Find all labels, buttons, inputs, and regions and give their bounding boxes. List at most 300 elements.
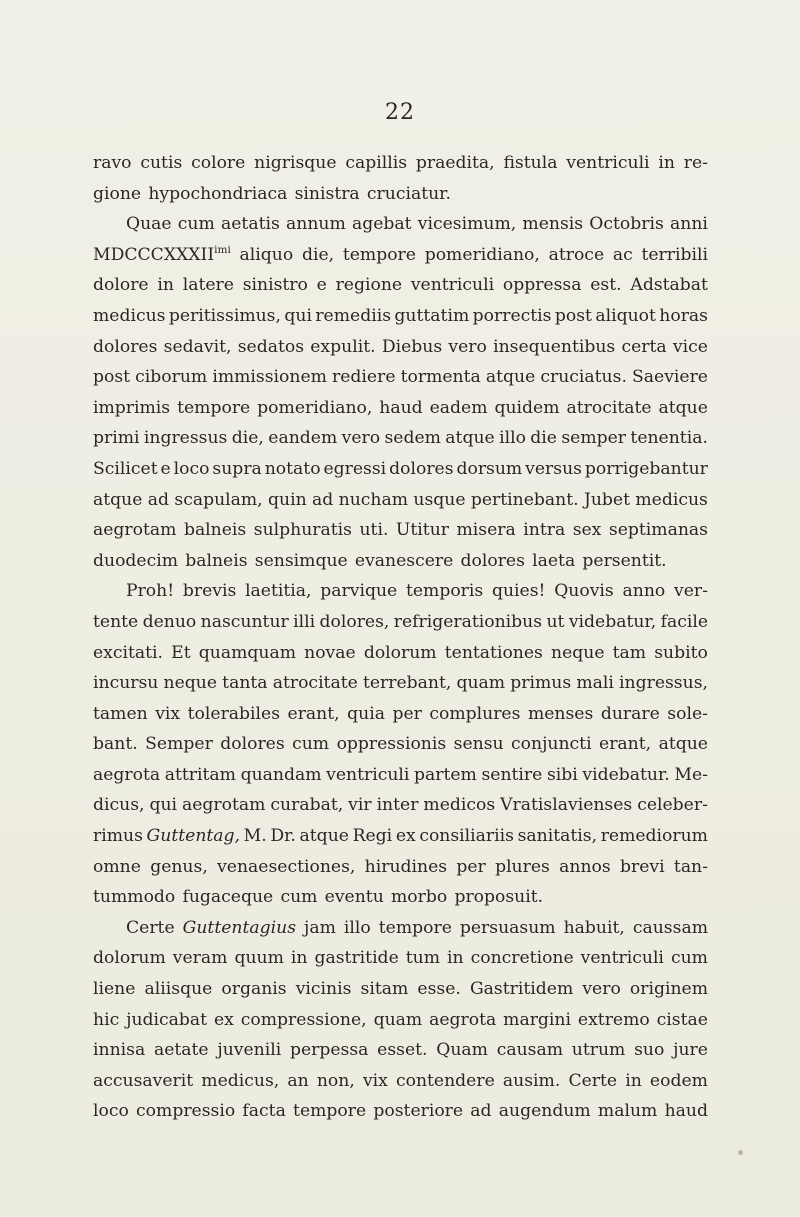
word: intra xyxy=(523,520,566,541)
word: vero xyxy=(582,979,621,1000)
word: per xyxy=(456,856,486,877)
word: ausim. xyxy=(502,1070,561,1091)
word: balneis xyxy=(185,550,248,571)
word: e xyxy=(160,458,171,479)
word: in xyxy=(625,1070,642,1091)
word: dolores xyxy=(220,734,285,755)
word: aegrotam xyxy=(93,520,177,541)
word: aetate xyxy=(153,1040,209,1061)
word: sentire xyxy=(481,764,543,785)
word: annum xyxy=(286,214,346,235)
word: conjuncti xyxy=(511,734,592,755)
word: vero xyxy=(448,336,487,357)
ink-speck xyxy=(738,1150,743,1155)
word: sinistro xyxy=(242,275,308,296)
text-line xyxy=(93,882,708,913)
word: pomeridiano, xyxy=(257,397,373,418)
word: die, xyxy=(231,428,264,449)
word: excitati. xyxy=(93,642,164,663)
word: fistula xyxy=(503,153,558,173)
word: nucham xyxy=(338,489,409,510)
word: sedatos xyxy=(237,336,305,357)
word: tenentia. xyxy=(630,428,708,449)
text-line xyxy=(93,852,708,883)
word: Certe xyxy=(126,917,175,938)
word: insequentibus xyxy=(493,336,616,357)
word: Regi xyxy=(352,826,393,847)
word: Vratislavienses xyxy=(500,795,633,816)
word: erant, xyxy=(287,703,340,724)
word: ventriculi xyxy=(580,948,664,969)
text-line xyxy=(93,913,708,944)
word: refrigerationibus xyxy=(393,611,543,632)
word: ventriculi xyxy=(566,153,650,173)
word: in xyxy=(290,948,308,969)
word: M. xyxy=(243,826,267,847)
word: sinistra xyxy=(294,183,360,204)
word: laetitia, xyxy=(245,581,312,602)
body-text xyxy=(93,148,708,1127)
word: facta xyxy=(242,1101,286,1122)
word: loco xyxy=(173,458,210,479)
word: $MDCCCXXXII^{imi}$ xyxy=(93,243,231,265)
text-line xyxy=(93,546,708,577)
word: vir xyxy=(348,795,372,816)
text-line xyxy=(93,179,708,210)
word: semper xyxy=(561,428,627,449)
word: illi xyxy=(293,611,316,632)
text-line xyxy=(93,515,708,546)
word: sibi xyxy=(546,764,578,785)
word: atrocitate xyxy=(566,397,652,418)
word: gione xyxy=(93,183,142,204)
word: qui xyxy=(284,305,312,326)
text-line xyxy=(93,1096,708,1127)
word: an xyxy=(287,1070,309,1091)
word: quum xyxy=(234,948,284,969)
word: quamquam xyxy=(198,642,296,663)
ordinal-superscript: imi xyxy=(214,243,231,256)
word: cum xyxy=(292,734,330,755)
word: aetatis xyxy=(221,214,280,235)
text-line xyxy=(93,699,708,730)
word: dolores, xyxy=(319,611,390,632)
word: guttatim xyxy=(394,305,470,326)
word: tolerabiles xyxy=(187,703,281,724)
word: consiliariis xyxy=(419,826,514,847)
word: Octobris xyxy=(589,214,664,235)
word: medicus xyxy=(93,305,166,326)
word: tam xyxy=(612,642,647,663)
text-line xyxy=(93,974,708,1005)
word: atque xyxy=(93,489,143,510)
word: remediis xyxy=(315,305,392,326)
word: augendum xyxy=(498,1101,591,1122)
word: vix xyxy=(155,703,181,724)
word: tempore xyxy=(378,917,452,938)
word: ac xyxy=(612,244,633,265)
word: mensis xyxy=(522,214,584,235)
word: plures xyxy=(495,856,550,877)
word: juvenili xyxy=(217,1040,282,1061)
word: menses xyxy=(527,703,594,724)
word: Dr. xyxy=(270,826,296,847)
word: ciborum xyxy=(135,367,208,388)
word: misera xyxy=(456,520,516,541)
text-line xyxy=(93,393,708,424)
word: persuasum xyxy=(459,917,556,938)
word: pertinebant. xyxy=(470,489,579,510)
word: Quae xyxy=(126,214,172,235)
word: annos xyxy=(559,856,611,877)
word: medicus xyxy=(635,489,708,510)
word: originem xyxy=(629,979,708,1000)
word: septimanas xyxy=(608,520,708,541)
word: contendere xyxy=(395,1070,495,1091)
word: jure xyxy=(673,1040,708,1061)
word: Saeviere xyxy=(632,367,708,388)
word: atrocitate xyxy=(272,673,358,694)
word: Me- xyxy=(674,764,708,785)
word: cum xyxy=(280,887,318,908)
word: eandem xyxy=(268,428,338,449)
word: medicus, xyxy=(201,1070,280,1091)
word: compressio xyxy=(136,1101,236,1122)
word: concretione xyxy=(470,948,574,969)
word: laeta xyxy=(532,550,576,571)
word: jam xyxy=(304,917,336,938)
word: cum xyxy=(670,948,708,969)
italic-name: Guttentagius xyxy=(182,917,297,938)
word: ad xyxy=(470,1101,492,1122)
word: vicinis xyxy=(295,979,352,1000)
word: re- xyxy=(683,153,708,173)
word: Semper xyxy=(145,734,213,755)
word: oppressionis xyxy=(336,734,447,755)
word: cutis xyxy=(140,153,183,173)
text-line xyxy=(93,760,708,791)
word: die xyxy=(530,428,557,449)
word: parvique xyxy=(320,581,398,602)
word: subito xyxy=(654,642,708,663)
word: in xyxy=(447,948,464,969)
word: hirudines xyxy=(364,856,448,877)
word: brevi xyxy=(620,856,665,877)
word: neque xyxy=(551,642,605,663)
word: expulit. xyxy=(310,336,376,357)
word: mali xyxy=(576,673,614,694)
word: morbo xyxy=(391,887,448,908)
word: judicabat xyxy=(126,1009,208,1030)
word: non, xyxy=(316,1070,355,1091)
word: haud xyxy=(379,397,423,418)
italic-name: Guttentag, xyxy=(146,826,241,847)
word: sanitatis, xyxy=(517,826,598,847)
word: cistae xyxy=(656,1009,708,1030)
word: qui xyxy=(149,795,178,816)
word: complures xyxy=(429,703,521,724)
word: pomeridiano, xyxy=(424,244,540,265)
text-line xyxy=(93,729,708,760)
word: Utitur xyxy=(395,520,449,541)
text-line xyxy=(93,454,708,485)
word: veram xyxy=(172,948,228,969)
word: gastritide xyxy=(314,948,399,969)
word: neque xyxy=(163,673,218,694)
word: versus xyxy=(525,458,582,479)
word: persentit. xyxy=(582,550,667,571)
page-number: 22 xyxy=(385,100,415,125)
text-line xyxy=(93,1005,708,1036)
text-line xyxy=(93,362,708,393)
word: vero xyxy=(341,428,381,449)
word: illo xyxy=(343,917,371,938)
word: atque xyxy=(445,428,495,449)
word: Gastritidem xyxy=(469,979,574,1000)
word: aegrota xyxy=(429,1009,497,1030)
word: agebat xyxy=(351,214,412,235)
word: illo xyxy=(499,428,526,449)
word: supra xyxy=(212,458,262,479)
word: organis xyxy=(221,979,287,1000)
word: inter xyxy=(376,795,419,816)
word: erant, xyxy=(599,734,652,755)
word: Quovis xyxy=(554,581,614,602)
word: Proh! xyxy=(126,581,175,602)
word: suo xyxy=(634,1040,665,1061)
word: primus xyxy=(510,673,572,694)
word: venaesectiones, xyxy=(217,856,356,877)
word: haud xyxy=(664,1101,708,1122)
word: per xyxy=(392,703,422,724)
word: ver- xyxy=(674,581,708,602)
word: quam xyxy=(456,673,506,694)
word: proposuit. xyxy=(454,887,544,908)
word: est. xyxy=(590,275,622,296)
word: eodem xyxy=(649,1070,708,1091)
word: partem xyxy=(414,764,477,785)
text-line xyxy=(93,148,708,179)
word: primi xyxy=(93,428,140,449)
word: certa xyxy=(621,336,667,357)
word: quidem xyxy=(494,397,560,418)
word: sitam xyxy=(360,979,409,1000)
word: regione xyxy=(335,275,403,296)
word: aliisque xyxy=(144,979,213,1000)
word: accusaverit xyxy=(93,1070,194,1091)
word: uti. xyxy=(359,520,389,541)
word: tanta xyxy=(222,673,268,694)
word: porrectis xyxy=(472,305,552,326)
word: vice xyxy=(672,336,708,357)
word: tempore xyxy=(293,1101,367,1122)
text-line xyxy=(93,790,708,821)
word: terrebant, xyxy=(362,673,452,694)
word: anni xyxy=(670,214,708,235)
word: praedita, xyxy=(415,153,495,173)
word: rimus xyxy=(93,826,143,847)
word: curabat, xyxy=(270,795,344,816)
word: brevis xyxy=(182,581,237,602)
word: cruciatur. xyxy=(366,183,451,204)
word: Jubet xyxy=(583,489,631,510)
word: in xyxy=(157,275,174,296)
word: Adstabat xyxy=(630,275,708,296)
word: novae xyxy=(304,642,356,663)
word: innisa xyxy=(93,1040,146,1061)
text-line xyxy=(93,270,708,301)
word: genus, xyxy=(150,856,208,877)
word: posteriore xyxy=(373,1101,464,1122)
word: temporis xyxy=(405,581,484,602)
word: ut xyxy=(546,611,565,632)
text-line xyxy=(93,607,708,638)
text-line xyxy=(93,943,708,974)
word: atque xyxy=(658,734,708,755)
word: esset. xyxy=(377,1040,428,1061)
word: incursu xyxy=(93,673,159,694)
word: rediere xyxy=(332,367,396,388)
word: margini xyxy=(503,1009,571,1030)
text-line xyxy=(93,209,708,240)
word: horas xyxy=(659,305,708,326)
word: loco xyxy=(93,1101,129,1122)
word: Quam xyxy=(436,1040,488,1061)
word: tormenta xyxy=(400,367,481,388)
word: bant. xyxy=(93,734,138,755)
word: dolorum xyxy=(363,642,437,663)
word: latere xyxy=(182,275,234,296)
word: facile xyxy=(660,611,708,632)
word: post xyxy=(554,305,592,326)
word: atque xyxy=(299,826,349,847)
text-line xyxy=(93,485,708,516)
word: die, xyxy=(301,244,335,265)
word: terribili xyxy=(641,244,708,265)
word: aegrotam xyxy=(182,795,266,816)
word: atque xyxy=(485,367,536,388)
word: oppressa xyxy=(502,275,582,296)
word: ingressus xyxy=(143,428,228,449)
word: ex xyxy=(395,826,416,847)
word: cruciatus. xyxy=(540,367,627,388)
word: nigrisque xyxy=(254,153,337,173)
word: egressi xyxy=(323,458,387,479)
word: perpessa xyxy=(289,1040,369,1061)
text-line xyxy=(93,821,708,852)
word: quandam xyxy=(240,764,322,785)
word: videbatur, xyxy=(568,611,657,632)
word: ventriculi xyxy=(326,764,410,785)
word: anno xyxy=(622,581,666,602)
word: atque xyxy=(658,397,708,418)
word: usque xyxy=(413,489,466,510)
word: dicus, xyxy=(93,795,145,816)
text-line xyxy=(93,1066,708,1097)
text-line xyxy=(93,576,708,607)
word: ex xyxy=(213,1009,234,1030)
word: tummodo xyxy=(93,887,176,908)
word: tamen xyxy=(93,703,148,724)
word: tum xyxy=(405,948,441,969)
word: durare xyxy=(600,703,660,724)
text-line xyxy=(93,638,708,669)
word: dolores xyxy=(389,458,454,479)
word: compressione, xyxy=(240,1009,367,1030)
word: ad xyxy=(147,489,170,510)
word: aliquot xyxy=(595,305,656,326)
word: Et xyxy=(171,642,191,663)
text-line xyxy=(93,332,708,363)
word: aliquo xyxy=(239,244,294,265)
word: sulphuratis xyxy=(253,520,352,541)
word: quia xyxy=(347,703,385,724)
word: duodecim xyxy=(93,550,179,571)
text-line xyxy=(93,423,708,454)
word: omne xyxy=(93,856,141,877)
word: e xyxy=(316,275,327,296)
word: scapulam, xyxy=(174,489,263,510)
word: immissionem xyxy=(212,367,327,388)
word: dolorum xyxy=(93,948,166,969)
word: esse. xyxy=(417,979,461,1000)
word: Diebus xyxy=(381,336,443,357)
word: post xyxy=(93,367,131,388)
word: utrum xyxy=(571,1040,626,1061)
word: nascuntur xyxy=(200,611,289,632)
word: ventriculi xyxy=(410,275,495,296)
word: videbatur. xyxy=(582,764,670,785)
word: caussam xyxy=(632,917,708,938)
word: ingressus, xyxy=(619,673,708,694)
word: quam xyxy=(373,1009,423,1030)
word: habuit, xyxy=(563,917,625,938)
word: eadem xyxy=(429,397,488,418)
word: sex xyxy=(572,520,602,541)
word: capillis xyxy=(345,153,408,173)
word: ad xyxy=(312,489,334,510)
word: atroce xyxy=(548,244,605,265)
word: causam xyxy=(496,1040,564,1061)
word: sensimque xyxy=(254,550,348,571)
word: sensu xyxy=(453,734,504,755)
word: tentationes xyxy=(444,642,543,663)
word: aegrota xyxy=(93,764,161,785)
word: imprimis xyxy=(93,397,171,418)
word: quies! xyxy=(491,581,546,602)
word: ravo xyxy=(93,153,132,173)
text-line xyxy=(93,301,708,332)
text-line xyxy=(93,1035,708,1066)
word: medicos xyxy=(423,795,496,816)
word: dolore xyxy=(93,275,149,296)
word: balneis xyxy=(183,520,247,541)
word: quin xyxy=(268,489,307,510)
word: denuo xyxy=(142,611,197,632)
word: hypochondriaca xyxy=(148,183,288,204)
word: in xyxy=(658,153,675,173)
word: evanescere xyxy=(354,550,454,571)
word: cum xyxy=(177,214,215,235)
word: Certe xyxy=(568,1070,618,1091)
word: Scilicet xyxy=(93,458,158,479)
word: remediorum xyxy=(600,826,708,847)
word: attritam xyxy=(164,764,236,785)
word: vicesimum, xyxy=(417,214,517,235)
word: porrigebantur xyxy=(584,458,708,479)
word: celeber- xyxy=(637,795,708,816)
word: sole- xyxy=(667,703,708,724)
